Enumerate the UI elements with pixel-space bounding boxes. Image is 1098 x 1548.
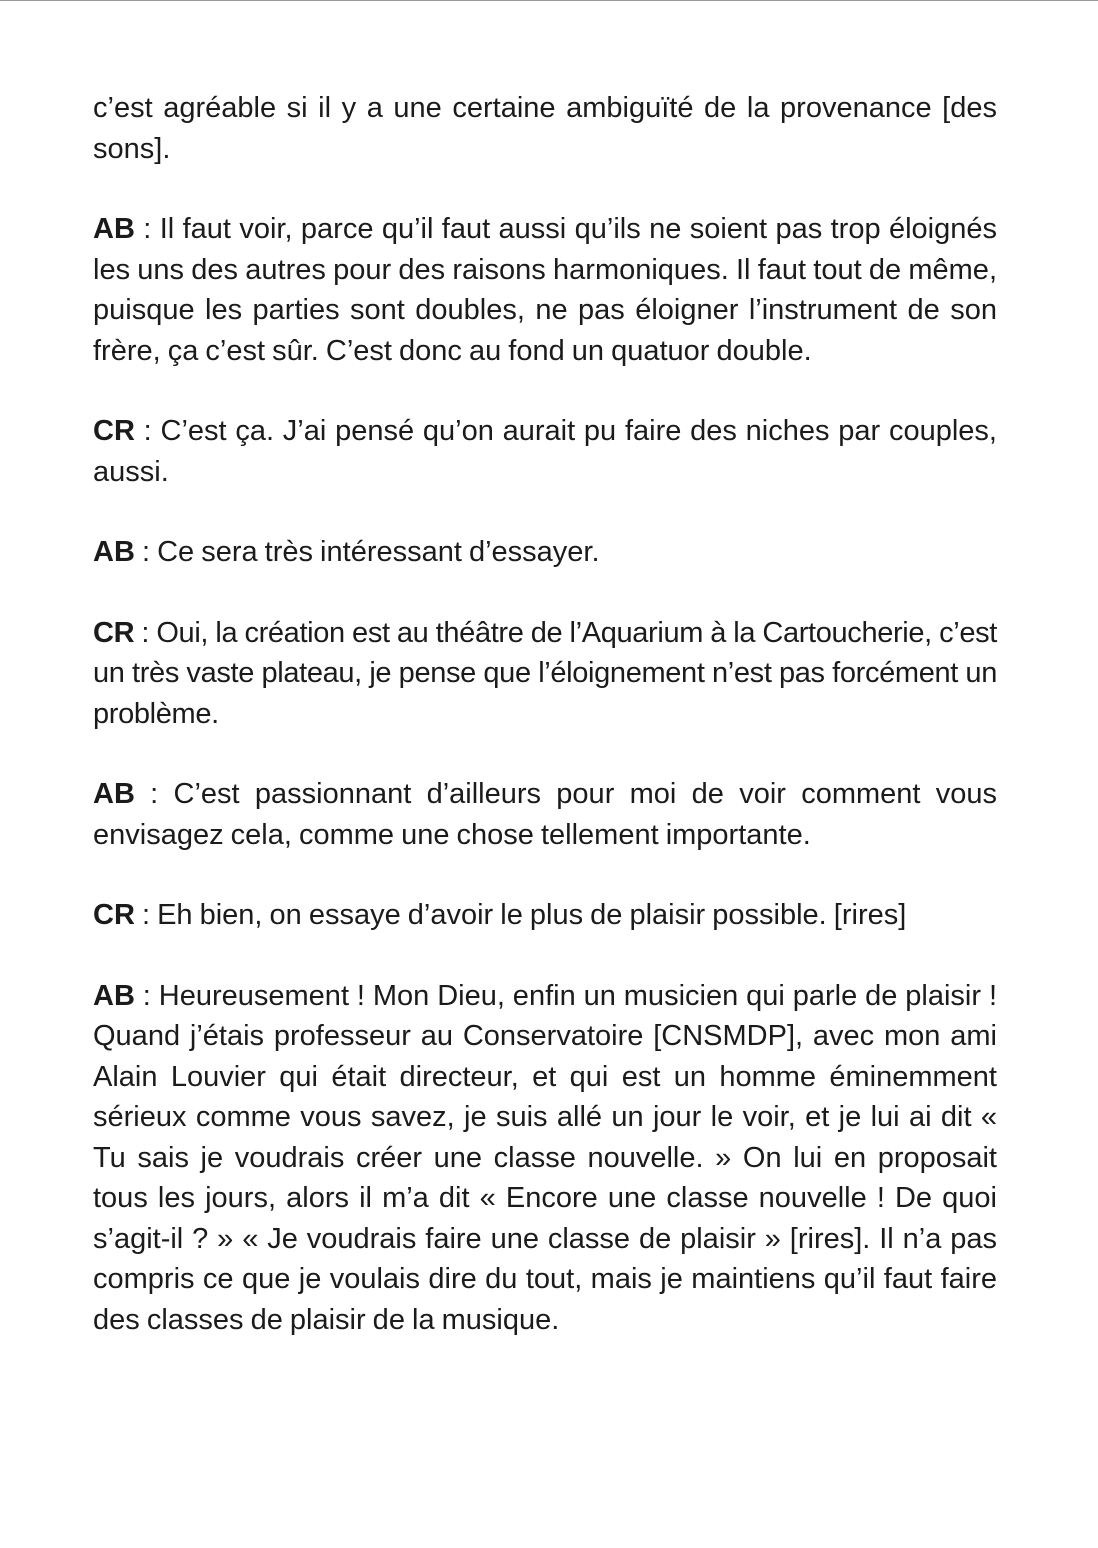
- speaker-separator: :: [134, 415, 161, 447]
- paragraph-text: C’est ça. J’ai pensé qu’on aurait pu faire des niches par couples, aussi.: [93, 415, 997, 488]
- paragraph-text: Ce sera très intéressant d’essayer.: [157, 536, 600, 568]
- top-border: [0, 0, 1098, 1]
- speaker-separator: :: [134, 536, 158, 568]
- speaker-label: AB: [93, 213, 135, 245]
- speaker-separator: :: [134, 213, 160, 245]
- paragraph-text: Oui, la création est au théâtre de l’Aquarium à la Cartoucherie, c’est un très vaste plateau, je pense que l’éloignement n’est pas forcément un problème.: [93, 616, 997, 730]
- speaker-label: AB: [93, 536, 135, 568]
- speaker-label: AB: [93, 979, 135, 1012]
- paragraph-4: [93, 532, 997, 573]
- speaker-separator: :: [134, 778, 174, 810]
- speaker-label: CR: [93, 899, 135, 931]
- speaker-label: CR: [93, 616, 135, 649]
- paragraph-5: [93, 613, 997, 735]
- document-body: [93, 88, 997, 1380]
- paragraph-text: Eh bien, on essaye d’avoir le plus de plaisir possible. [rires]: [157, 899, 907, 931]
- paragraph-text: Heureusement ! Mon Dieu, enfin un musicien qui parle de plaisir ! Quand j’étais professeur au Conservatoire [CNSMDP], avec mon ami Alain Louvier qui était directeur, et qui est un homme éminemment sérieux comme vous savez, je suis allé un jour le voir, et je lui ai dit « Tu sais je voudrais créer une classe nouvelle. » On lui en proposait tous les jours, alors il m’a dit « Encore une classe nouvelle ! De quoi s’agit-il ? » « Je voudrais faire une classe de plaisir » [rires]. Il n’a pas compris ce que je voulais dire du tout, mais je maintiens qu’il faut faire des classes de plaisir de la musique.: [93, 979, 998, 1336]
- speaker-label: CR: [93, 415, 135, 447]
- paragraph-1: [93, 88, 997, 169]
- speaker-label: AB: [93, 778, 135, 810]
- paragraph-8: [93, 976, 997, 1341]
- paragraph-text: C’est passionnant d’ailleurs pour moi de voir comment vous envisagez cela, comme une chose tellement importante.: [93, 778, 998, 851]
- paragraph-3: [93, 411, 997, 492]
- paragraph-text: c’est agréable si il y a une certaine ambiguïté de la provenance [des sons].: [93, 92, 997, 165]
- speaker-separator: :: [134, 616, 157, 649]
- paragraph-text: Il faut voir, parce qu’il faut aussi qu’ils ne soient pas trop éloignés les uns des autres pour des raisons harmoniques. Il faut tout de même, puisque les parties sont doubles, ne pas éloigner l’instrument de son frère, ça c’est sûr. C’est donc au fond un quatuor double.: [93, 213, 998, 367]
- speaker-separator: :: [134, 899, 158, 931]
- paragraph-2: [93, 209, 997, 371]
- paragraph-6: [93, 774, 997, 855]
- paragraph-7: [93, 895, 997, 936]
- speaker-separator: :: [134, 979, 159, 1012]
